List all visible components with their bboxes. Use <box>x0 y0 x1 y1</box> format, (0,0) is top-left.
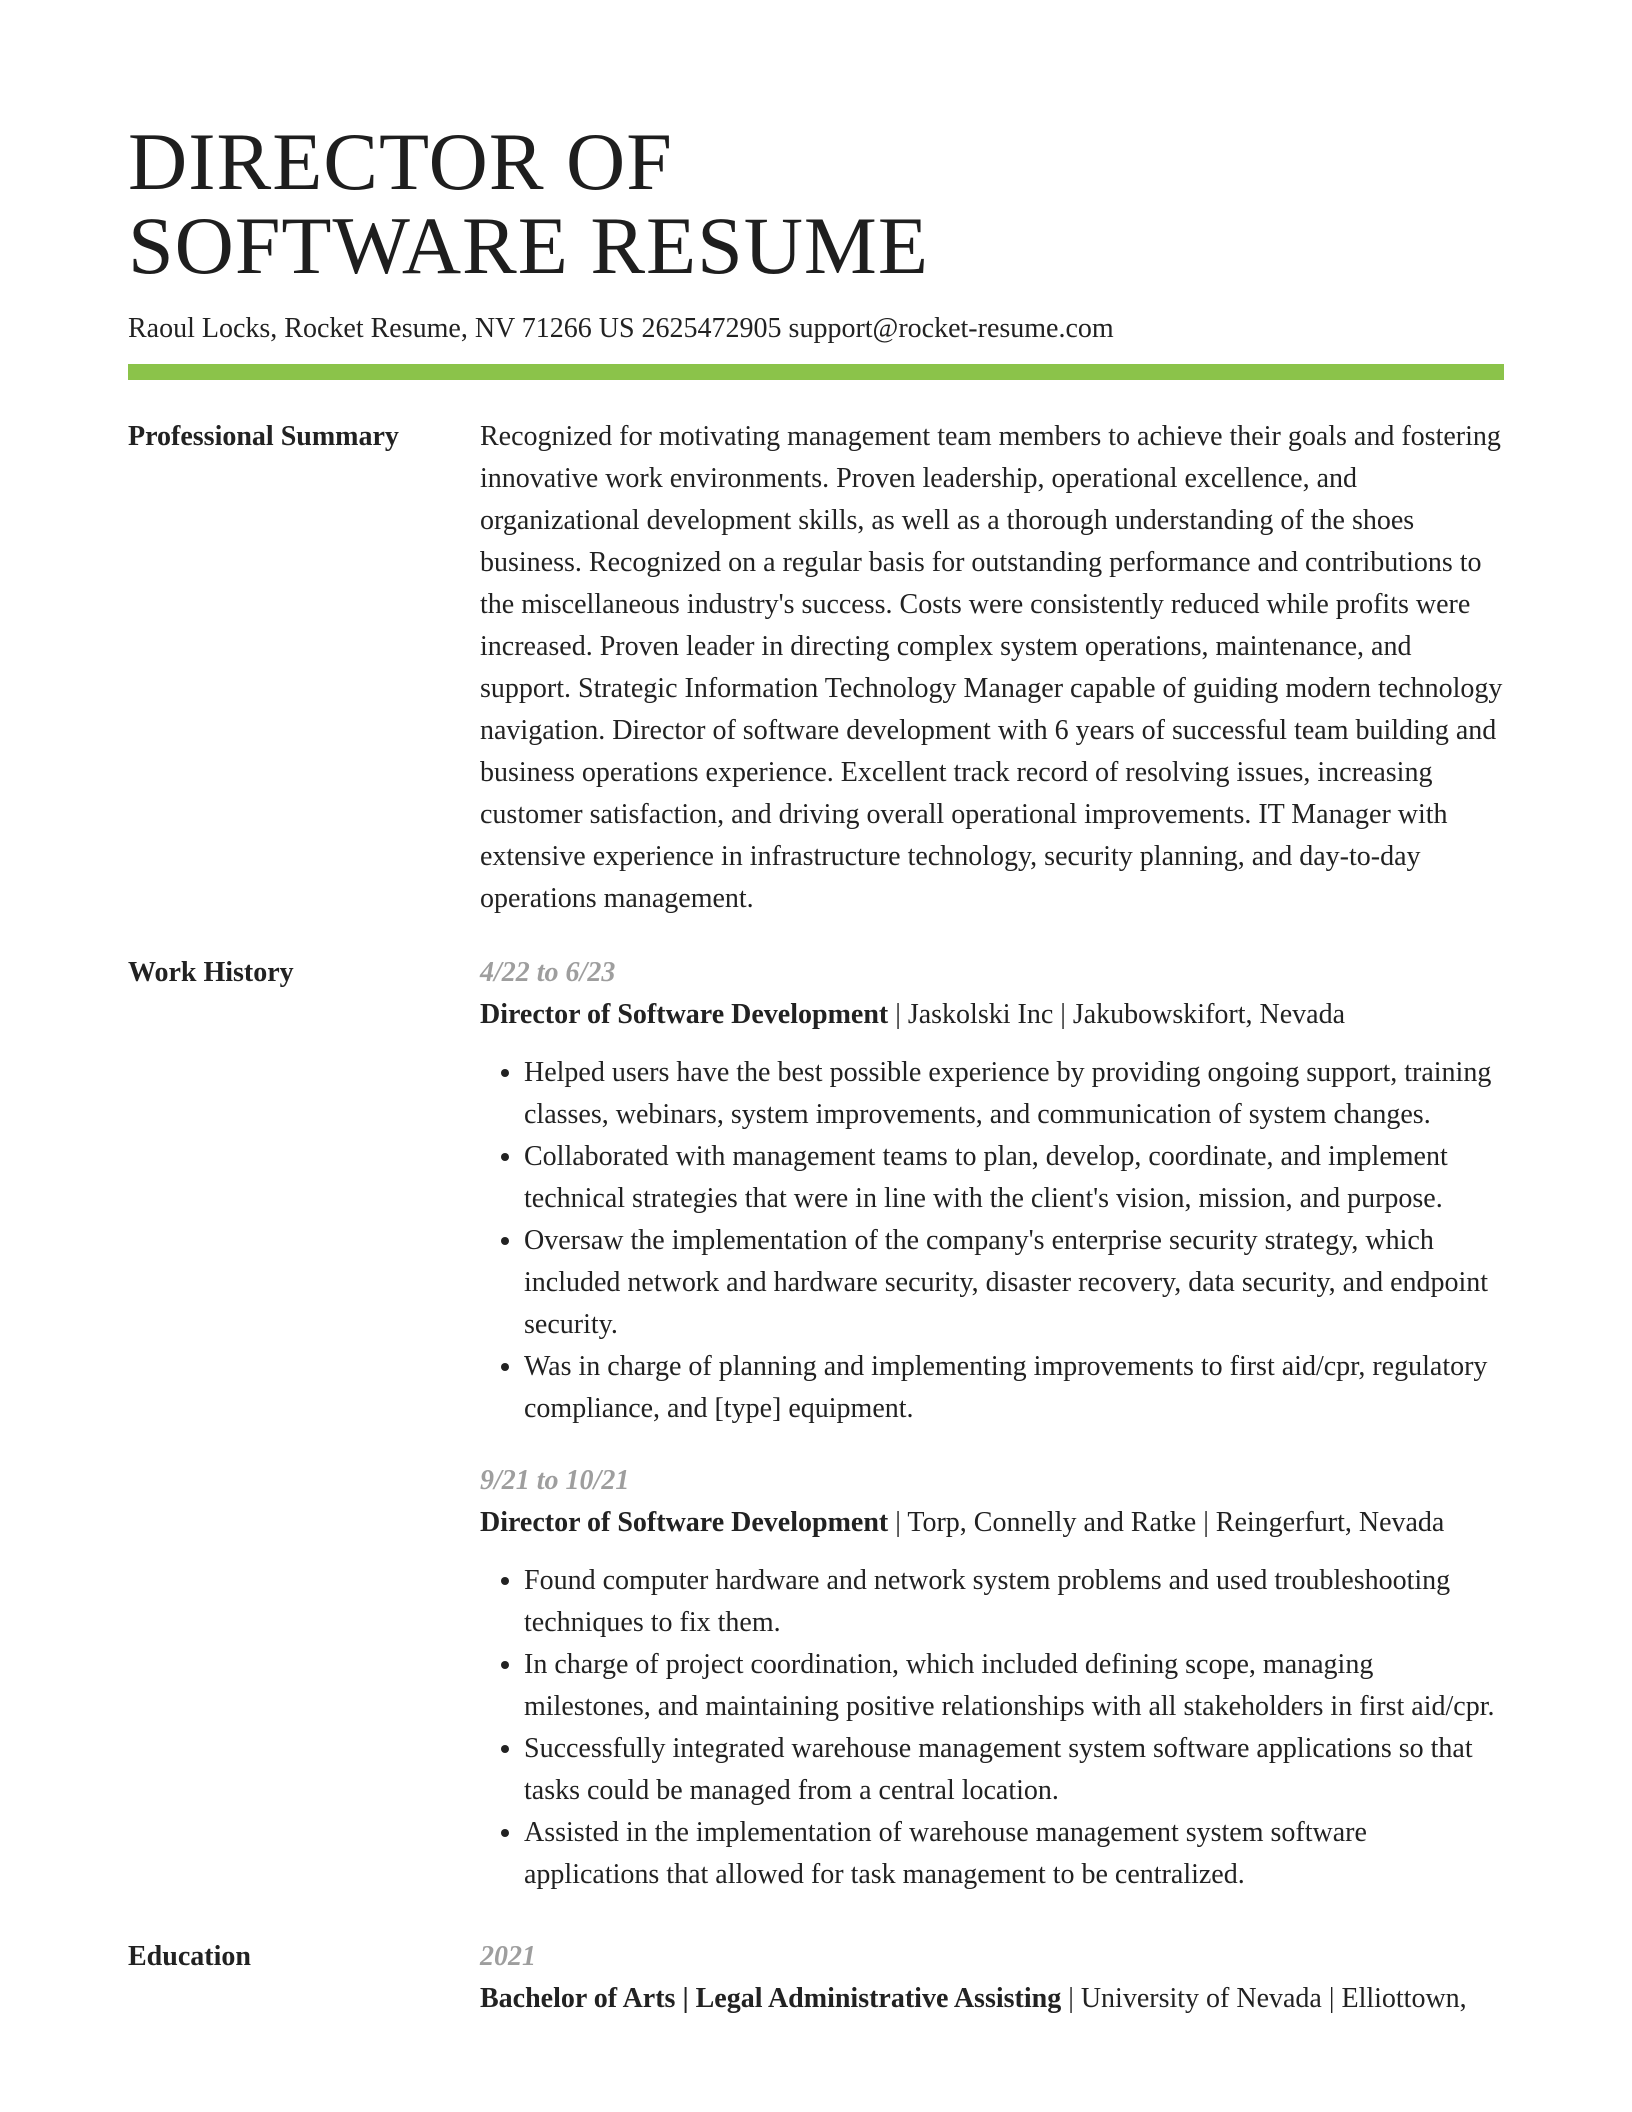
job-bullet: • Oversaw the implementation of the company's enterprise security strategy, which included network and hardware security, disaster recovery, data security, and endpoint security. <box>524 1220 1504 1346</box>
section-label-summary: Professional Summary <box>128 421 399 452</box>
title-line-2: SOFTWARE RESUME <box>128 200 929 291</box>
job-entry <box>480 1460 1504 1896</box>
job-company-location: | Torp, Connelly and Ratke | Reingerfurt, Nevada <box>888 1507 1445 1538</box>
contact-info: Raoul Locks, Rocket Resume, NV 71266 US 2625472905 support@rocket-resume.com <box>128 313 1114 344</box>
job-bullet: • Collaborated with management teams to plan, develop, coordinate, and implement technical strategies that were in line with the client's vision, mission, and purpose. <box>524 1136 1504 1220</box>
job-bullets <box>480 1052 1504 1430</box>
job-bullet: • Helped users have the best possible experience by providing ongoing support, training classes, webinars, system improvements, and communication of system changes. <box>524 1052 1504 1136</box>
job-company-location: | Jaskolski Inc | Jakubowskifort, Nevada <box>888 999 1346 1030</box>
job-dates: 9/21 to 10/21 <box>480 1465 630 1496</box>
education-year: 2021 <box>480 1941 536 1972</box>
resume-title <box>128 116 1504 291</box>
job-bullets <box>480 1560 1504 1896</box>
job-title: Director of Software Development <box>480 999 889 1030</box>
job-heading <box>480 1502 1504 1544</box>
job-bullet: • Found computer hardware and network system problems and used troubleshooting techniques to fix them. <box>524 1560 1504 1644</box>
resume-page <box>128 116 1504 2020</box>
job-bullet: • Assisted in the implementation of warehouse management system software applications that allowed for task management to be centralized. <box>524 1812 1504 1896</box>
accent-divider <box>128 364 1504 380</box>
summary-body <box>480 416 1504 920</box>
title-line-1: DIRECTOR OF <box>128 116 673 207</box>
education-body <box>480 1936 1504 2020</box>
section-label-work: Work History <box>128 957 294 988</box>
job-entry <box>480 952 1504 1430</box>
professional-summary-section <box>128 416 1504 920</box>
job-dates: 4/22 to 6/23 <box>480 957 616 988</box>
job-title: Director of Software Development <box>480 1507 889 1538</box>
work-history-section <box>128 952 1504 1896</box>
job-bullet: • Was in charge of planning and implementing improvements to first aid/cpr, regulatory compliance, and [type] equipment. <box>524 1346 1504 1430</box>
education-school-location: | University of Nevada | Elliottown, <box>1061 1983 1467 2014</box>
section-label-education: Education <box>128 1941 251 1972</box>
job-bullet: • Successfully integrated warehouse management system software applications so that tasks could be managed from a central location. <box>524 1728 1504 1812</box>
education-degree: Bachelor of Arts | Legal Administrative Assisting <box>480 1983 1062 2014</box>
job-bullet: • In charge of project coordination, which included defining scope, managing milestones, and maintaining positive relationships with all stakeholders in first aid/cpr. <box>524 1644 1504 1728</box>
summary-text: Recognized for motivating management team members to achieve their goals and fostering innovative work environments. Proven leadership, operational excellence, and organizational development skills, as well as a thorough understanding of the shoes business. Recognized on a regular basis for outstanding performance and contributions to the miscellaneous industry's success. Costs were consistently reduced while profits were increased. Proven leader in directing complex system operations, maintenance, and support. Strategic Information Technology Manager capable of guiding modern technology navigation. Director of software development with 6 years of successful team building and business operations experience. Excellent track record of resolving issues, increasing customer satisfaction, and driving overall operational improvements. IT Manager with extensive experience in infrastructure technology, security planning, and day-to-day operations management. <box>480 421 1503 914</box>
education-section <box>128 1936 1504 2020</box>
work-body <box>480 952 1504 1896</box>
job-heading <box>480 994 1504 1036</box>
education-heading <box>480 1978 1504 2020</box>
